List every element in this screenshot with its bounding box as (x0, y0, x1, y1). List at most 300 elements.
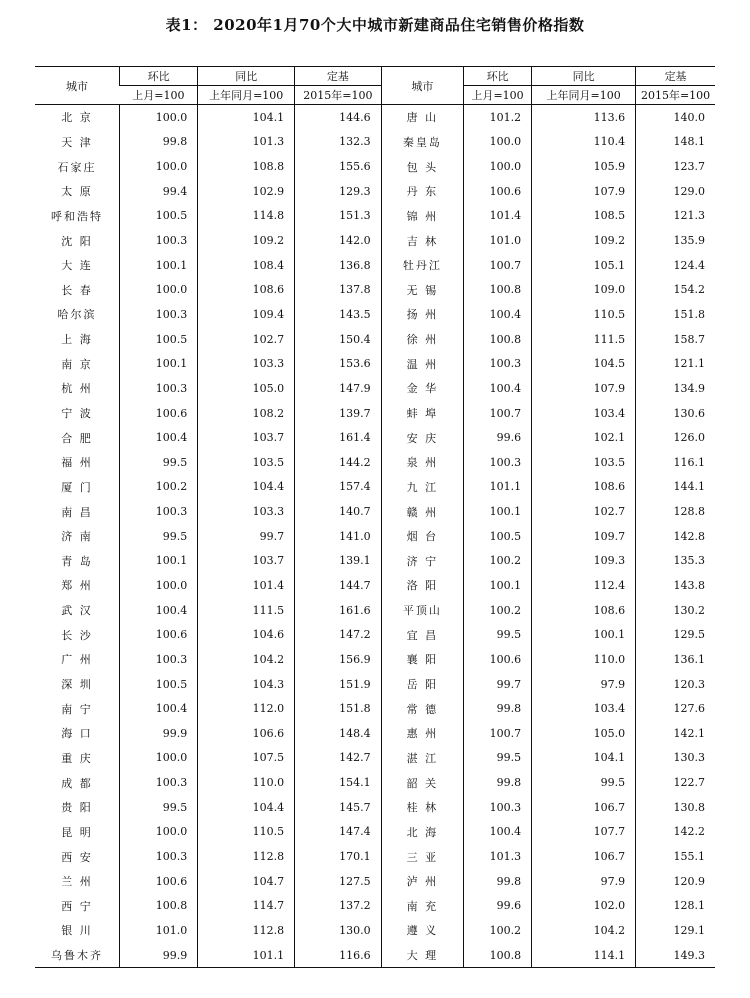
left-city-cell: 银 川 (61, 924, 93, 938)
right-yoy-cell: 105.9 (532, 154, 636, 179)
left-mom-cell: 99.9 (119, 943, 197, 968)
left-city-cell: 西 安 (61, 850, 93, 864)
left-city-cell: 乌鲁木齐 (35, 943, 119, 968)
table-row (35, 746, 715, 771)
left-mom-cell: 99.8 (119, 130, 197, 155)
right-yoy-cell: 102.0 (532, 894, 636, 919)
left-city-cell: 宁 波 (61, 407, 93, 420)
left-base-cell: 147.4 (295, 820, 382, 845)
left-base-cell: 127.5 (295, 869, 382, 894)
right-mom-cell: 100.3 (464, 795, 532, 820)
left-yoy-cell: 103.5 (198, 450, 295, 475)
left-yoy-cell: 110.5 (198, 820, 295, 845)
right-yoy-cell: 105.0 (532, 721, 636, 746)
right-mom-cell: 99.6 (464, 894, 532, 919)
left-mom-cell: 100.5 (119, 327, 197, 352)
right-base-cell: 129.1 (636, 918, 715, 943)
left-city-cell: 太 原 (61, 185, 93, 199)
right-yoy-cell: 107.7 (532, 820, 636, 845)
left-city-cell: 南 京 (61, 357, 93, 371)
left-yoy-cell: 104.3 (198, 672, 295, 697)
right-mom-cell: 100.5 (464, 524, 532, 549)
left-mom-cell: 100.2 (119, 475, 197, 500)
left-city-cell: 石家庄 (57, 160, 97, 174)
right-base-cell: 129.0 (636, 179, 715, 204)
right-city-cell: 蚌 埠 (381, 401, 463, 426)
right-yoy-cell: 106.7 (532, 844, 636, 869)
left-city-cell: 济 南 (61, 530, 93, 544)
left-mom-cell: 100.0 (119, 573, 197, 598)
right-base-cell: 121.3 (636, 204, 715, 229)
table-row (35, 894, 715, 919)
right-city-cell: 无 锡 (381, 277, 463, 302)
right-mom-cell: 101.2 (464, 105, 532, 130)
left-yoy-cell: 104.6 (198, 622, 295, 647)
right-mom-cell: 100.4 (464, 376, 532, 401)
left-mom-cell: 100.5 (119, 204, 197, 229)
left-city-cell: 福 州 (61, 456, 93, 470)
left-base-cell: 147.9 (295, 376, 382, 401)
left-base-cell: 143.5 (295, 302, 382, 327)
right-base-cell: 135.9 (636, 228, 715, 253)
left-base-cell: 148.4 (295, 721, 382, 746)
table-row (35, 573, 715, 598)
right-yoy-cell: 113.6 (532, 105, 636, 130)
left-base-cell: 139.7 (295, 401, 382, 426)
left-city-cell: 合 肥 (61, 431, 93, 445)
table-row (35, 253, 715, 278)
right-city-cell: 泉 州 (381, 450, 463, 475)
right-city-cell: 扬 州 (381, 302, 463, 327)
left-city-cell: 长 沙 (61, 628, 93, 642)
right-yoy-cell: 112.4 (532, 573, 636, 598)
right-city-cell: 赣 州 (381, 499, 463, 524)
right-city-cell: 九 江 (381, 475, 463, 500)
right-yoy-cell: 110.0 (532, 647, 636, 672)
right-base-cell: 142.8 (636, 524, 715, 549)
right-base-cell: 126.0 (636, 425, 715, 450)
right-city-cell: 韶 关 (381, 770, 463, 795)
right-mom-cell: 101.0 (464, 228, 532, 253)
left-base-cell: 161.6 (295, 598, 382, 623)
left-base-cell: 144.7 (295, 573, 382, 598)
right-city-cell: 济 宁 (381, 549, 463, 574)
right-city-cell: 泸 州 (381, 869, 463, 894)
right-yoy-cell: 114.1 (532, 943, 636, 968)
right-base-cell: 129.5 (636, 622, 715, 647)
left-yoy-cell: 104.4 (198, 475, 295, 500)
left-mom-cell: 100.3 (119, 228, 197, 253)
table-row (35, 425, 715, 450)
left-city-cell: 呼和浩特 (50, 209, 103, 223)
left-city-cell: 海 口 (61, 727, 93, 741)
right-base-cell: 142.2 (636, 820, 715, 845)
right-city-cell: 牡丹江 (381, 253, 463, 278)
left-city-cell: 南 昌 (61, 505, 93, 519)
right-city-cell: 三 亚 (381, 844, 463, 869)
right-yoy-cell: 108.6 (532, 475, 636, 500)
left-city-cell: 兰 州 (61, 875, 93, 889)
table-row (35, 721, 715, 746)
right-mom-cell: 100.4 (464, 302, 532, 327)
left-yoy-cell: 114.8 (198, 204, 295, 229)
left-mom-cell: 100.3 (119, 499, 197, 524)
left-yoy-cell: 103.3 (198, 499, 295, 524)
left-yoy-cell: 108.2 (198, 401, 295, 426)
table-row (35, 450, 715, 475)
right-mom-cell: 100.8 (464, 277, 532, 302)
table-row (35, 524, 715, 549)
left-base-cell: 144.6 (295, 105, 382, 130)
left-city-cell: 大 连 (61, 259, 93, 273)
left-yoy-cell: 109.4 (198, 302, 295, 327)
right-city-cell: 金 华 (381, 376, 463, 401)
right-base-cell: 120.3 (636, 672, 715, 697)
left-city-cell: 厦 门 (61, 480, 93, 494)
left-base-cell: 142.7 (295, 746, 382, 771)
left-base-cell: 151.3 (295, 204, 382, 229)
right-yoy-cell: 97.9 (532, 869, 636, 894)
right-mom-cell: 100.7 (464, 401, 532, 426)
right-mom-cell: 100.8 (464, 327, 532, 352)
right-base-cell: 136.1 (636, 647, 715, 672)
table-row (35, 105, 715, 130)
table-row (35, 943, 715, 968)
right-mom-cell: 100.7 (464, 253, 532, 278)
left-yoy-cell: 106.6 (198, 721, 295, 746)
right-mom-cell: 99.7 (464, 672, 532, 697)
right-mom-cell: 100.6 (464, 179, 532, 204)
right-base-cell: 120.9 (636, 869, 715, 894)
right-base-cell: 130.6 (636, 401, 715, 426)
left-yoy-cell: 114.7 (198, 894, 295, 919)
header-city-left: 城市 (35, 67, 119, 105)
left-mom-cell: 100.0 (119, 154, 197, 179)
right-city-cell: 襄 阳 (381, 647, 463, 672)
left-mom-cell: 99.5 (119, 795, 197, 820)
right-city-cell: 桂 林 (381, 795, 463, 820)
left-mom-cell: 100.0 (119, 746, 197, 771)
left-yoy-cell: 110.0 (198, 770, 295, 795)
right-yoy-cell: 100.1 (532, 622, 636, 647)
table-row (35, 672, 715, 697)
right-yoy-cell: 108.5 (532, 204, 636, 229)
table-body (35, 105, 715, 968)
right-city-cell: 大 理 (381, 943, 463, 968)
left-yoy-cell: 104.7 (198, 869, 295, 894)
left-city-cell: 武 汉 (61, 604, 93, 618)
right-yoy-cell: 104.2 (532, 918, 636, 943)
left-yoy-cell: 112.8 (198, 844, 295, 869)
left-city-cell: 哈尔滨 (57, 308, 97, 322)
left-mom-cell: 100.1 (119, 549, 197, 574)
left-yoy-cell: 111.5 (198, 598, 295, 623)
right-base-cell: 148.1 (636, 130, 715, 155)
left-mom-cell: 101.0 (119, 918, 197, 943)
right-mom-cell: 99.6 (464, 425, 532, 450)
left-yoy-cell: 107.5 (198, 746, 295, 771)
left-yoy-cell: 105.0 (198, 376, 295, 401)
left-city-cell: 贵 阳 (61, 801, 93, 815)
right-mom-cell: 100.2 (464, 549, 532, 574)
right-mom-cell: 100.1 (464, 499, 532, 524)
right-mom-cell: 101.4 (464, 204, 532, 229)
right-base-cell: 121.1 (636, 351, 715, 376)
right-yoy-cell: 106.7 (532, 795, 636, 820)
left-yoy-cell: 101.4 (198, 573, 295, 598)
right-city-cell: 南 充 (381, 894, 463, 919)
right-yoy-cell: 109.7 (532, 524, 636, 549)
right-yoy-cell: 104.1 (532, 746, 636, 771)
left-yoy-cell: 102.9 (198, 179, 295, 204)
left-base-cell: 129.3 (295, 179, 382, 204)
right-city-cell: 湛 江 (381, 746, 463, 771)
right-mom-cell: 100.6 (464, 647, 532, 672)
table-row (35, 228, 715, 253)
left-base-cell: 161.4 (295, 425, 382, 450)
table-row (35, 204, 715, 229)
left-city-cell: 昆 明 (61, 825, 93, 839)
table-row (35, 770, 715, 795)
right-city-cell: 徐 州 (381, 327, 463, 352)
table-row (35, 475, 715, 500)
right-yoy-cell: 107.9 (532, 179, 636, 204)
left-yoy-cell: 102.7 (198, 327, 295, 352)
right-base-cell: 122.7 (636, 770, 715, 795)
table-row (35, 622, 715, 647)
right-base-cell: 127.6 (636, 696, 715, 721)
right-base-cell: 144.1 (636, 475, 715, 500)
right-base-cell: 158.7 (636, 327, 715, 352)
left-city-cell: 沈 阳 (61, 234, 93, 248)
left-city-cell: 杭 州 (61, 382, 93, 396)
right-city-cell: 北 海 (381, 820, 463, 845)
right-base-cell: 142.1 (636, 721, 715, 746)
right-city-cell: 包 头 (381, 154, 463, 179)
right-yoy-cell: 108.6 (532, 598, 636, 623)
left-base-cell: 142.0 (295, 228, 382, 253)
right-base-cell: 151.8 (636, 302, 715, 327)
left-base-cell: 150.4 (295, 327, 382, 352)
left-yoy-cell: 101.1 (198, 943, 295, 968)
right-yoy-cell: 107.9 (532, 376, 636, 401)
right-mom-cell: 100.3 (464, 450, 532, 475)
header-yoy-right: 同比 (532, 67, 636, 86)
left-mom-cell: 99.5 (119, 450, 197, 475)
right-yoy-cell: 111.5 (532, 327, 636, 352)
header-yoy-sub-right: 上年同月=100 (532, 86, 636, 105)
right-mom-cell: 99.8 (464, 770, 532, 795)
right-yoy-cell: 109.3 (532, 549, 636, 574)
left-base-cell: 170.1 (295, 844, 382, 869)
left-mom-cell: 100.0 (119, 277, 197, 302)
right-mom-cell: 100.0 (464, 130, 532, 155)
table-row (35, 820, 715, 845)
table-title: 表1： 2020年1月70个大中城市新建商品住宅销售价格指数 (165, 16, 585, 34)
left-mom-cell: 100.3 (119, 376, 197, 401)
right-yoy-cell: 103.4 (532, 696, 636, 721)
right-yoy-cell: 103.4 (532, 401, 636, 426)
right-yoy-cell: 102.1 (532, 425, 636, 450)
right-city-cell: 丹 东 (381, 179, 463, 204)
right-mom-cell: 100.3 (464, 351, 532, 376)
table-row (35, 549, 715, 574)
left-city-cell: 郑 州 (61, 579, 93, 593)
left-city-cell: 广 州 (61, 653, 93, 667)
table-row (35, 154, 715, 179)
right-base-cell: 130.8 (636, 795, 715, 820)
table-row (35, 795, 715, 820)
left-mom-cell: 99.4 (119, 179, 197, 204)
header-base-left: 定基 (295, 67, 382, 86)
right-city-cell: 温 州 (381, 351, 463, 376)
right-yoy-cell: 109.2 (532, 228, 636, 253)
table-row (35, 401, 715, 426)
left-mom-cell: 100.3 (119, 844, 197, 869)
right-city-cell: 遵 义 (381, 918, 463, 943)
right-yoy-cell: 102.7 (532, 499, 636, 524)
left-mom-cell: 100.4 (119, 598, 197, 623)
left-mom-cell: 100.6 (119, 622, 197, 647)
left-mom-cell: 100.6 (119, 869, 197, 894)
right-base-cell: 124.4 (636, 253, 715, 278)
left-mom-cell: 100.0 (119, 820, 197, 845)
right-base-cell: 130.3 (636, 746, 715, 771)
right-city-cell: 宜 昌 (381, 622, 463, 647)
left-base-cell: 139.1 (295, 549, 382, 574)
left-yoy-cell: 104.1 (198, 105, 295, 130)
right-base-cell: 128.8 (636, 499, 715, 524)
right-base-cell: 130.2 (636, 598, 715, 623)
header-city-right: 城市 (381, 67, 463, 105)
table-row (35, 277, 715, 302)
left-base-cell: 137.2 (295, 894, 382, 919)
left-yoy-cell: 103.7 (198, 549, 295, 574)
right-city-cell: 唐 山 (381, 105, 463, 130)
right-mom-cell: 100.7 (464, 721, 532, 746)
table-row (35, 351, 715, 376)
left-base-cell: 116.6 (295, 943, 382, 968)
left-city-cell: 青 岛 (61, 554, 93, 568)
table-row (35, 130, 715, 155)
left-mom-cell: 100.6 (119, 401, 197, 426)
right-base-cell: 128.1 (636, 894, 715, 919)
left-mom-cell: 100.3 (119, 770, 197, 795)
left-base-cell: 156.9 (295, 647, 382, 672)
left-city-cell: 西 宁 (61, 899, 93, 913)
left-mom-cell: 99.9 (119, 721, 197, 746)
left-mom-cell: 100.3 (119, 647, 197, 672)
right-mom-cell: 100.2 (464, 598, 532, 623)
right-city-cell: 锦 州 (381, 204, 463, 229)
left-city-cell: 天 津 (61, 135, 93, 149)
right-yoy-cell: 104.5 (532, 351, 636, 376)
table-row (35, 376, 715, 401)
left-city-cell: 重 庆 (61, 751, 93, 765)
left-base-cell: 132.3 (295, 130, 382, 155)
left-base-cell: 144.2 (295, 450, 382, 475)
table-row (35, 844, 715, 869)
right-city-cell: 吉 林 (381, 228, 463, 253)
left-mom-cell: 100.3 (119, 302, 197, 327)
right-mom-cell: 99.5 (464, 746, 532, 771)
left-city-cell: 南 宁 (61, 702, 93, 716)
left-base-cell: 151.8 (295, 696, 382, 721)
right-city-cell: 惠 州 (381, 721, 463, 746)
right-city-cell: 安 庆 (381, 425, 463, 450)
left-city-cell: 长 春 (61, 283, 93, 297)
table-row (35, 179, 715, 204)
left-base-cell: 151.9 (295, 672, 382, 697)
left-base-cell: 145.7 (295, 795, 382, 820)
right-yoy-cell: 97.9 (532, 672, 636, 697)
left-yoy-cell: 112.8 (198, 918, 295, 943)
right-yoy-cell: 105.1 (532, 253, 636, 278)
left-yoy-cell: 103.3 (198, 351, 295, 376)
left-yoy-cell: 112.0 (198, 696, 295, 721)
left-yoy-cell: 109.2 (198, 228, 295, 253)
right-base-cell: 135.3 (636, 549, 715, 574)
left-mom-cell: 99.5 (119, 524, 197, 549)
right-base-cell: 143.8 (636, 573, 715, 598)
left-base-cell: 157.4 (295, 475, 382, 500)
left-mom-cell: 100.0 (119, 105, 197, 130)
header-yoy-sub-left: 上年同月=100 (198, 86, 295, 105)
header-mom-sub-right: 上月=100 (464, 86, 532, 105)
right-mom-cell: 99.8 (464, 696, 532, 721)
left-mom-cell: 100.4 (119, 696, 197, 721)
right-mom-cell: 100.2 (464, 918, 532, 943)
left-mom-cell: 100.5 (119, 672, 197, 697)
left-city-cell: 上 海 (61, 333, 93, 347)
left-yoy-cell: 104.4 (198, 795, 295, 820)
right-mom-cell: 100.1 (464, 573, 532, 598)
right-city-cell: 岳 阳 (381, 672, 463, 697)
right-base-cell: 116.1 (636, 450, 715, 475)
left-base-cell: 136.8 (295, 253, 382, 278)
table-row (35, 647, 715, 672)
table-row (35, 598, 715, 623)
table-row (35, 302, 715, 327)
left-mom-cell: 100.1 (119, 253, 197, 278)
right-city-cell: 洛 阳 (381, 573, 463, 598)
right-city-cell: 烟 台 (381, 524, 463, 549)
right-city-cell: 秦皇岛 (381, 130, 463, 155)
left-yoy-cell: 108.8 (198, 154, 295, 179)
right-city-cell: 常 德 (381, 696, 463, 721)
header-mom-left: 环比 (119, 67, 197, 86)
table-row (35, 696, 715, 721)
right-yoy-cell: 109.0 (532, 277, 636, 302)
header-mom-sub-left: 上月=100 (119, 86, 197, 105)
right-yoy-cell: 110.5 (532, 302, 636, 327)
left-base-cell: 140.7 (295, 499, 382, 524)
left-base-cell: 141.0 (295, 524, 382, 549)
left-city-cell: 北 京 (61, 111, 93, 125)
right-mom-cell: 99.8 (464, 869, 532, 894)
left-yoy-cell: 104.2 (198, 647, 295, 672)
right-mom-cell: 100.4 (464, 820, 532, 845)
left-yoy-cell: 108.4 (198, 253, 295, 278)
left-mom-cell: 100.1 (119, 351, 197, 376)
left-yoy-cell: 99.7 (198, 524, 295, 549)
header-base-sub-right: 2015年=100 (636, 86, 715, 105)
right-city-cell: 平顶山 (381, 598, 463, 623)
left-city-cell: 深 圳 (61, 678, 93, 692)
table-row (35, 327, 715, 352)
left-base-cell: 137.8 (295, 277, 382, 302)
right-base-cell: 155.1 (636, 844, 715, 869)
